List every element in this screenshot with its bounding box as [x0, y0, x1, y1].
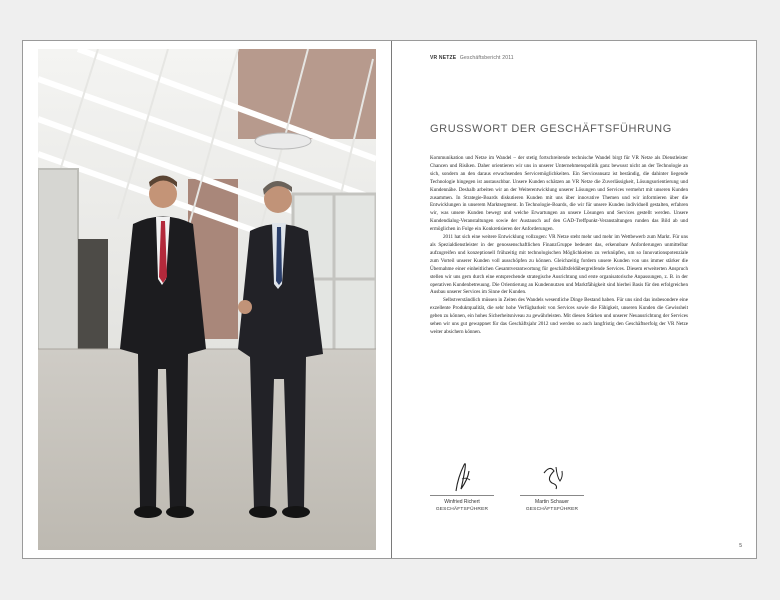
signature-line [430, 495, 494, 496]
paragraph-3: Selbstverständlich müssen in Zeiten des Wandels wesentliche Dinge Bestand haben. Für uns sind das insbesondere eine exzellente Produktqualität, die sehr hohe Verfügbarkeit von Services sowie die Fähigkeit, unseren Kunden die Gewissheit geben zu können, ein hohes Sicherheitsniveau zu gewährleisten. Mit diesen Stärken und unserer Neuausrichtung der Services sehen wir uns gut gewappnet für das Geschäftsjahr 2012 und werden so auch langfristig den Geschäftserfolg der VR Netze weiter absichern können. [430, 297, 688, 335]
signatory-role: GESCHÄFTSFÜHRER [525, 507, 579, 512]
signature-richert [442, 459, 482, 495]
signature-block-schauer [520, 459, 584, 513]
header-brand: VR NETZE [430, 55, 457, 61]
paragraph-1: Kommunikation und Netze im Wandel – der stetig fortschreitende technische Wandel birgt für VR Netze als Dienstleister Chancen und Risiken. Daher orientieren wir uns in unserer Unternehmenspolitik ganz bewusst nicht an der Technologie an sich, sondern an den daraus erwachsenden Servicemöglichkeiten. Ein Serviceansatz ist beständig, die dahinter liegende Technologie hingegen ist austauschbar. Unsere Kunden schätzen an VR Netze die Zuverlässigkeit, Lösungsorientierung und Kundennähe. Deshalb arbeiten wir an der Weiterentwicklung unserer Lösungen und Services vermehrt mit unseren Kunden zusammen. In Strategie-Boards diskutieren Kunden mit uns über innovative Themen und wir informieren über die Entwicklungen in unserem Marktsegment. In Technologie-Boards, die wir für unsere Kunden individuell gestalten, erfahren wir, was unsere Kunden bewegt und welche Erwartungen an unsere Lösungen und Services gestellt werden. Unsere Kundendialog-Veranstaltungen sowie der Austausch auf den GAD-Treffpunkt-Veranstaltungen runden das Bild ab und ermöglichen in Folge ein Konkretisieren der Anforderungen. [430, 155, 688, 233]
signature-block-richert [430, 459, 494, 513]
signatory-role: GESCHÄFTSFÜHRER [435, 507, 489, 512]
signatory-name: Winfried Richert [444, 499, 480, 505]
signature-line [520, 495, 584, 496]
executives-photo [38, 49, 376, 550]
page-title: GRUSSWORT DER GESCHÄFTSFÜHRUNG [430, 123, 672, 135]
brochure-spread [22, 40, 757, 559]
signatory-name: Martin Schauer [535, 499, 569, 505]
running-header [430, 55, 514, 61]
header-subtitle: Geschäftsbericht 2011 [459, 55, 514, 61]
signature-schauer [532, 459, 572, 495]
page-gutter [391, 41, 392, 558]
paragraph-2: 2011 hat sich eine weitere Entwicklung vollzogen: VR Netze steht mehr und mehr im Wettbewerb zum Markt. Für uns als Spezialdienstleister in der genossenschaftlichen FinanzGruppe bedeutet das, erkennbare Anforderungen unmittelbar aufzugreifen und konzeptionell frühzeitig mit technologischen Möglichkeiten zu verknüpfen, um so Innovationspotenziale zum Vorteil unserer Kunden voll ausschöpfen zu können. Gleichzeitig fordern unsere Kunden von uns immer stärker die Übernahme einer einheitlichen Gesamtverantwortung für geschäftsfeldübergreifende Services. Diesem erweiterten Anspruch stellen wir uns gern durch eine entsprechende strategische Ausrichtung und erste organisatorische Anpassungen, z. B. in der operativen Kundenbetreuung. Die Orientierung an Kundennutzen und Marktfähigkeit sind hierbei Basis für den erfolgreichen Ausbau unserer Services im Sinne der Kunden. [430, 234, 688, 296]
letter-body [430, 155, 688, 337]
page-number: 5 [739, 543, 742, 549]
